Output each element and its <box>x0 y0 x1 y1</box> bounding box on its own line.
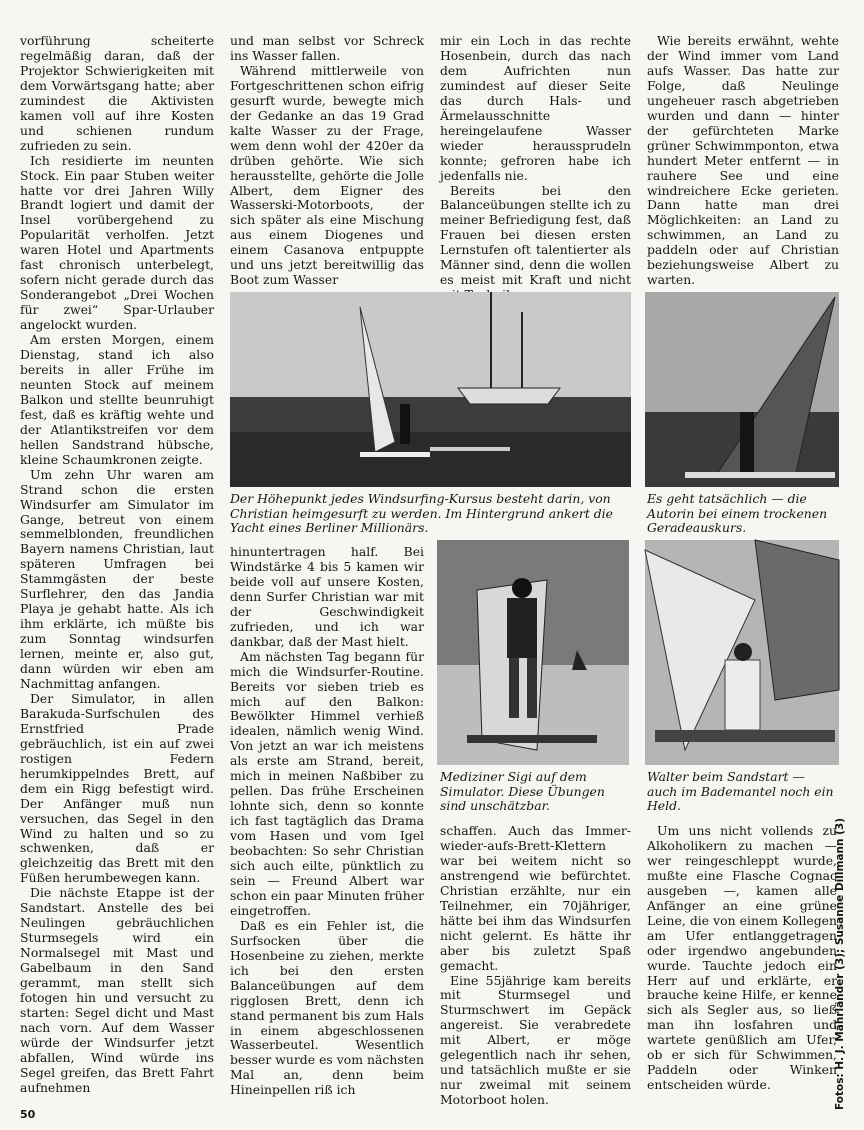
paragraph: Um zehn Uhr waren am Strand schon die ersten Windsurfer am Simulator im Gange, betreut von einem semmelblonden, freundlichen Bayern namens Christian, laut späteren Umfragen bei Stammgästen der beste Surflehrer, den das Jandia Playa je gehabt hatte. Als ich ihm erklärte, ich müßte bis zum Sonntag windsurfen lernen, meinte er, also gut, dann würden wir eben am Nachmittag anfangen. <box>20 466 214 691</box>
caption-author: Es geht tatsächlich — die Autorin bei einem trockenen Geradeauskurs. <box>647 491 828 535</box>
column-2-bottom <box>230 545 424 1107</box>
paragraph: Wie bereits erwähnt, wehte der Wind immer vom Land aufs Wasser. Das hatte zur Folge, daß Neulinge ungeheuer rasch abgetrieben wurden und dann — hinter der gefürchteten Marke grüner Schwimmponton, etwa hundert Meter entfernt — in rauhere See und eine windreichere Ecke gerieten. Dann hatte man drei Möglichkeiten: an Land zu schwimmen, an Land zu paddeln oder auf Christian beziehungsweise Albert zu warten. <box>647 33 839 288</box>
paragraph: Um uns nicht vollends zu Alkoholikern zu machen — wer reingeschleppt wurde, mußte eine Flasche Cognac ausgeben —, kamen alle Anfänger an eine grüne Leine, die von einem Kollegen am Ufer entlanggetragen oder irgendwo angebunden wurde. Tauchte jedoch ein Herr auf und erklärte, er brauche keine Hilfe, er kenne sich als Segler aus, so ließ man ihn losfahren und wartete genüßlich am Ufer, ob er sich für Schwimmen, Paddeln oder Winken entscheiden würde. <box>647 823 837 1093</box>
paragraph: hinuntertragen half. Bei Windstärke 4 bis 5 kamen wir beide voll auf unsere Kosten, denn Surfer Christian war mit der Geschwindigkeit zufrieden, und ich war dankbar, daß der Mast hielt. <box>230 544 424 649</box>
column-3-top <box>440 33 631 288</box>
paragraph: Während mittlerweile von Fortgeschrittenen schon eifrig gesurft wurde, bewegte mich der Gedanke an das 19 Grad kalte Wasser zu der Frage, wem denn wohl der 420er da drüben gehörte. Wie sich herausstellte, gehörte die Jolle Albert, dem Eigner des Wasserski-Motorboots, der sich später als eine Mischung aus einem Diogenes und einem Casanova entpuppte und uns jetzt bereitwillig das Boot zum Wasser <box>230 62 424 288</box>
caption-yacht: Der Höhepunkt jedes Windsurfing-Kursus besteht darin, von Christian heimgesurft zu werden. Im Hintergrund ankert die Yacht eines Berliner Millionärs. <box>230 491 613 535</box>
paragraph: Die nächste Etappe ist der Sandstart. Anstelle des bei Neulingen gebräuchlichen Sturmsegels wird ein Normalsegel mit Mast und Gabelbaum in den Sand gerammt, man stellt sich fotogen hin und versucht zu starten: Segel dicht und Mast nach vorn. Auf dem Wasser würde der Windsurfer jetzt abfallen, Wind würde ins Segel greifen, das Brett Fahrt aufnehmen <box>20 885 214 1095</box>
paragraph: Eine 55jährige kam bereits mit Sturmsegel und Sturmschwert im Gepäck angereist. Sie verabredete mit Albert, er möge gelegentlich nach ihr sehen, und tatsächlich mußte er sie nur zweimal mit seinem Motorboot holen. <box>440 972 631 1108</box>
paragraph: Am nächsten Tag begann für mich die Windsurfer-Routine. Bereits vor sieben trieb es mich auf den Balkon: Bewölkter Himmel verhieß idealen, nämlich wenig Wind. Von jetzt an war ich meistens als erste am Strand, bereit, mich in meinen Naßbiber zu pellen. Das frühe Erscheinen lohnte sich, denn so konnte ich fast tagtäglich das Drama vom Hasen und vom Igel beobachten: So sehr Christian sich auch eilte, pünktlich zu sein — Freund Albert war schon ein paar Minuten früher eingetroffen. <box>230 648 424 918</box>
caption-walter: Walter beim Sandstart — auch im Bademantel noch ein Held. <box>647 769 834 813</box>
paragraph: vorführung scheiterte regelmäßig daran, daß der Projektor Schwierigkeiten mit dem Vorwärtsgang hatte; aber zumindest die Aktivisten kamen voll auf ihre Kosten und schienen rundum zufrieden zu sein. <box>20 33 214 153</box>
column-3-bottom <box>440 824 631 1107</box>
paragraph: mir ein Loch in das rechte Hosenbein, durch das nach dem Aufrichten nun zumindest auf dieser Seite das durch Hals- und Ärmelausschnitte hereingelaufene Wasser wieder heraussprudeln konnte; gefroren habe ich jedenfalls nie. <box>440 33 631 183</box>
paragraph: Daß es ein Fehler ist, die Surfsocken über die Hosenbeine zu ziehen, merkte ich bei den ersten Balanceübungen auf dem rigglosen Brett, denn ich stand permanent bis zum Hals in einem abgeschlossenen Wasserbeutel. Wesentlich besser wurde es vom nächsten Mal an, denn beim Hineinpellen riß ich <box>230 917 424 1098</box>
paragraph: Ich residierte im neunten Stock. Ein paar Stuben weiter hatte vor drei Jahren Willy Brandt logiert und damit der Insel vorübergehend zu Popularität verholfen. Jetzt waren Hotel und Apartments fast chronisch unterbelegt, sofern nicht gerade durch das Sonderangebot „Drei Wochen für zwei“ Spar-Urlauber angelockt wurden. <box>20 152 214 333</box>
paragraph: und man selbst vor Schreck ins Wasser fallen. <box>230 33 424 63</box>
photo-credit: Fotos: H. J. Mährländer (3); Susanne Dillmann (3) <box>834 817 846 1110</box>
caption-sigi: Mediziner Sigi auf dem Simulator. Diese Übungen sind unschätzbar. <box>440 769 605 813</box>
paragraph: Am ersten Morgen, einem Dienstag, stand ich also bereits in aller Frühe im neunten Stock auf meinem Balkon und stellte beunruhigt fest, daß es kräftig wehte und der Atlantikstreifen vor dem hellen Sandstrand hübsche, kleine Schaumkronen zeigte. <box>20 332 214 467</box>
photo-windsurfer-yacht <box>230 292 631 487</box>
page-number: 50 <box>20 1108 36 1121</box>
column-2-top <box>230 33 424 288</box>
column-4-top <box>647 33 839 288</box>
paragraph: Der Simulator, in allen Barakuda-Surfschulen des Ernstfried Prade gebräuchlich, ist ein auf zwei rostigen Federn herumkippelndes Brett, auf dem ein Rigg befestigt wird. Der Anfänger muß nun versuchen, das Segel in den Wind zu halten und so zu schwenken, daß er gleichzeitig das Brett mit den Füßen herumbewegen kann. <box>20 690 214 886</box>
photo-author-sail <box>645 292 839 487</box>
paragraph: schaffen. Auch das Immer-wieder-aufs-Brett-Klettern war bei weitem nicht so anstrengend wie befürchtet. Christian erzählte, nur ein Teilnehmer, ein 70jähriger, hätte bei ihm das Windsurfen nicht gelernt. Es hätte ihr aber bis zuletzt Spaß gemacht. <box>440 823 631 973</box>
column-1 <box>20 34 214 1100</box>
photo-walter-sandstart <box>645 540 839 765</box>
paragraph: Bereits bei den Balanceübungen stellte ich zu meiner Befriedigung fest, daß Frauen bei diesen ersten Lernstufen oft talentierter als Männer sind, denn die wollen es meist mit Kraft und nicht <box>440 182 631 288</box>
column-4-bottom <box>647 824 837 1107</box>
photo-sigi-simulator <box>437 540 629 765</box>
